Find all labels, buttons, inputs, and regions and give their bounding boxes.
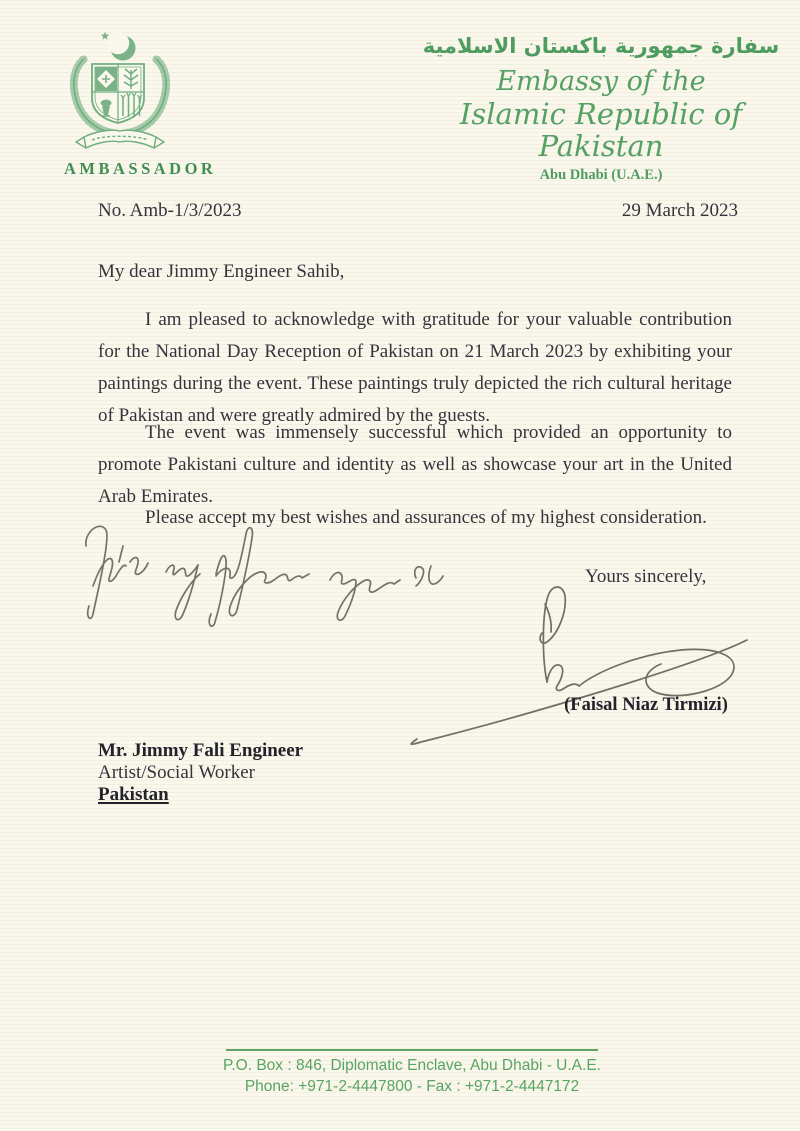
valediction: Yours sincerely, [585,566,707,587]
letterhead-embassy-line2: Islamic Republic of Pakistan [459,97,743,163]
pakistan-emblem-icon [62,26,188,154]
signature-scrawl [395,576,757,758]
reference-number: No. Amb-1/3/2023 [98,200,242,221]
recipient-block [98,740,303,806]
recipient-name: Mr. Jimmy Fali Engineer [98,740,304,761]
letter-date: 29 March 2023 [621,200,738,221]
recipient-country: Pakistan [98,784,169,805]
paragraph-2: The event was immensely successful which provided an opportunity to promote Pakistani culture and identity as well as showcase your art in the United Arab Emirates. [98,422,732,507]
paragraph-1: I am pleased to acknowledge with gratitude for your valuable contribution for the National Day Reception of Pakistan on 21 March 2023 by exhibiting your paintings during the event. These paintings truly depicted the rich cultural heritage of Pakistan and were greatly admired by the guests. [98,309,732,426]
sender-role-label: AMBASSADOR [64,159,217,178]
paragraph-3: Please accept my best wishes and assurances of my highest consideration. [145,507,707,528]
footer [24,1055,800,1097]
reference-date-row [98,200,738,222]
letterhead [420,32,782,184]
footer-divider [226,1049,598,1051]
footer-phone-fax: Phone: +971-2-4447800 - Fax : +971-2-4447172 [244,1078,580,1095]
letterhead-arabic-title: سفارة جمهورية باكستان الاسلامية [422,34,780,58]
signer-name: (Faisal Niaz Tirmizi) [564,695,728,715]
footer-address: P.O. Box : 846, Diplomatic Enclave, Abu Dhabi - U.A.E. [223,1057,601,1074]
letterhead-location: Abu Dhabi (U.A.E.) [539,167,663,183]
recipient-title: Artist/Social Worker [98,762,255,783]
salutation: My dear Jimmy Engineer Sahib, [98,261,345,282]
letterhead-embassy-line1: Embassy of the [496,66,706,97]
